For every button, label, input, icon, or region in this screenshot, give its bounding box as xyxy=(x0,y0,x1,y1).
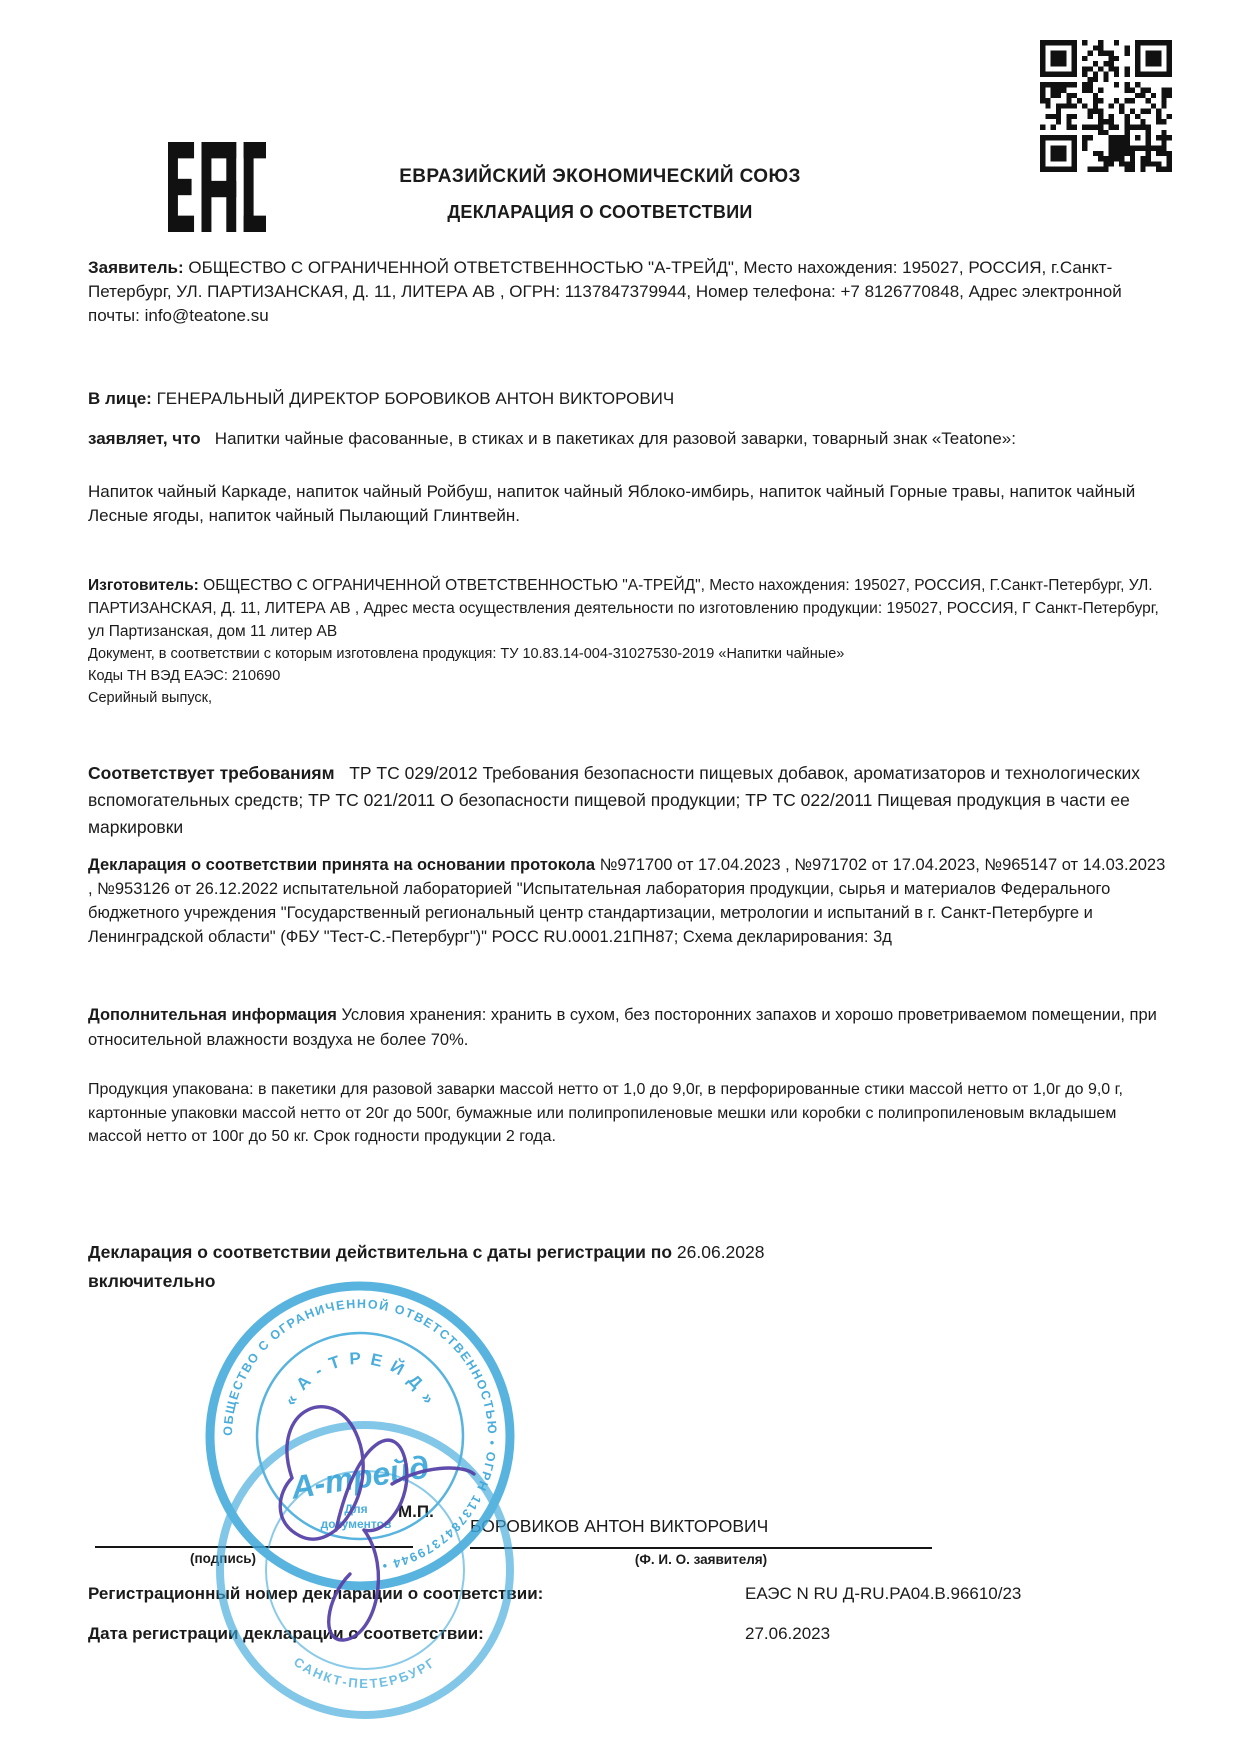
stamp-bottom-arc-text: САНКТ-ПЕТЕРБУРГ xyxy=(291,1654,439,1692)
person-label: В лице: xyxy=(88,389,152,408)
declares-paragraph xyxy=(88,426,1156,452)
union-title: ЕВРАЗИЙСКИЙ ЭКОНОМИЧЕСКИЙ СОЮЗ xyxy=(399,166,801,187)
additional-info-label: Дополнительная информация xyxy=(88,1006,337,1024)
stamp-seal-label: М.П. xyxy=(398,1502,434,1521)
applicant-full-name: БОРОВИКОВ АНТОН ВИКТОРОВИЧ xyxy=(470,1516,769,1536)
declares-text: Напитки чайные фасованные, в стиках и в пакетиках для разовой заварки, товарный знак «Teatone»: xyxy=(214,429,1016,448)
registration-number-value: ЕАЭС N RU Д-RU.РА04.В.96610/23 xyxy=(745,1584,1022,1603)
registration-date-label: Дата регистрации декларации о соответствии: xyxy=(88,1624,484,1643)
signature-caption: (подпись) xyxy=(190,1551,257,1566)
manufacturer-serial-line: Серийный выпуск, xyxy=(88,690,213,706)
basis-text: №971700 от 17.04.2023 , №971702 от 17.04.2023, №965147 от 14.03.2023 , №953126 от 26.12.2022 испытательной лабораторией "Испытательная лаборатория продукции, сырья и материалов Федерального бюджетного учреждения "Государственный региональный центр стандартизации, метрологии и испытаний в г. Санкт-Петербурге и Ленинградской области" (ФБУ "Тест-С.-Петербург")" РОСС RU.0001.21ПН87; Схема декларирования: 3д xyxy=(88,856,1166,946)
validity-date: 26.06.2028 xyxy=(676,1242,765,1262)
handwritten-signature xyxy=(280,1407,474,1640)
packaging-paragraph: Продукция упакована: в пакетики для разовой заварки массой нетто от 1,0 до 9,0г, в перфорированные стики массой нетто от 1,0г до 9,0 г, картонные упаковки массой нетто от 20г до 500г, бумажные или полипропиленовые мешки или коробки с полипропиленовым вкладышем массой нетто от 100г до 50 кг. Срок годности продукции 2 года. xyxy=(88,1081,1123,1145)
svg-text:« А - Т Р Е Й Д » xyxy=(281,1349,440,1409)
basis-paragraph xyxy=(88,853,1166,949)
manufacturer-tnved-line: Коды ТН ВЭД ЕАЭС: 210690 xyxy=(88,668,281,684)
applicant-text: ОБЩЕСТВО С ОГРАНИЧЕННОЙ ОТВЕТСТВЕННОСТЬЮ "А-ТРЕЙД", Место нахождения: 195027, РОССИЯ, г.Санкт-Петербург, УЛ. ПАРТИЗАНСКАЯ, Д. 11, ЛИТЕРА АВ , ОГРН: 1137847379944, Номер телефона: +7 8126770848, Адрес электронной почты: info@teatone.su xyxy=(88,258,1122,325)
signature-underline xyxy=(95,1546,413,1548)
additional-info-paragraph xyxy=(88,1003,1166,1053)
manufacturer-doc-line: Документ, в соответствии с которым изготовлена продукция: ТУ 10.83.14-004-31027530-2019 «Напитки чайные» xyxy=(88,646,845,662)
stamp-sub2-text: документов xyxy=(320,1517,392,1531)
products-paragraph xyxy=(88,480,1156,528)
qr-code xyxy=(1040,40,1172,172)
validity-label: Декларация о соответствии действительна с даты регистрации по xyxy=(88,1242,673,1262)
conformity-paragraph xyxy=(88,760,1160,841)
additional-info-text: Условия хранения: хранить в сухом, без посторонних запахов и хорошо проветриваемом помещении, при относительной влажности воздуха не более 70%. xyxy=(88,1006,1157,1049)
stamp-ring-text: ОБЩЕСТВО С ОГРАНИЧЕННОЙ ОТВЕТСТВЕННОСТЬЮ • ОГРН 1137847379944 • xyxy=(220,1296,500,1574)
validity-paragraph xyxy=(88,1238,1163,1296)
svg-text:ОБЩЕСТВО С ОГРАНИЧЕННОЙ ОТВЕТС xyxy=(221,1297,499,1573)
registration-date-value: 27.06.2023 xyxy=(745,1624,831,1643)
conformity-text: ТР ТС 029/2012 Требования безопасности пищевых добавок, ароматизаторов и технологических вспомогательных средств; ТР ТС 021/2011 О безопасности пищевой продукции; ТР ТС 022/2011 Пищевая продукция в части ее маркировки xyxy=(88,763,1141,837)
manufacturer-paragraph xyxy=(88,574,1166,709)
stamp-script-text: А-трейд xyxy=(288,1448,432,1506)
svg-text:САНКТ-ПЕТЕРБУРГ xyxy=(291,1654,439,1691)
basis-label: Декларация о соответствии принята на основании протокола xyxy=(88,856,596,874)
applicant-label: Заявитель: xyxy=(88,258,184,277)
declares-label: заявляет, что xyxy=(88,429,201,448)
stamp-center-arc-text: « А - Т Р Е Й Д » xyxy=(280,1348,440,1409)
company-stamp xyxy=(140,1268,580,1728)
manufacturer-label: Изготовитель: xyxy=(88,577,199,594)
stamp-sub1-text: Для xyxy=(344,1502,368,1516)
manufacturer-main xyxy=(88,574,1166,643)
products-text: Напиток чайный Каркаде, напиток чайный Ройбуш, напиток чайный Яблоко-имбирь, напиток чайный Горные травы, напиток чайный Лесные ягоды, напиток чайный Пылающий Глинтвейн. xyxy=(88,482,1136,525)
declaration-title: ДЕКЛАРАЦИЯ О СООТВЕТСТВИИ xyxy=(447,202,753,222)
registration-number-label: Регистрационный номер декларации о соответствии: xyxy=(88,1584,544,1603)
applicant-paragraph xyxy=(88,256,1156,328)
fio-caption: (Ф. И. О. заявителя) xyxy=(634,1552,768,1567)
person-text: ГЕНЕРАЛЬНЫЙ ДИРЕКТОР БОРОВИКОВ АНТОН ВИКТОРОВИЧ xyxy=(156,389,675,408)
person-paragraph xyxy=(88,387,1156,411)
conformity-label: Соответствует требованиям xyxy=(88,763,335,783)
document-header xyxy=(85,166,1115,223)
manufacturer-text: ОБЩЕСТВО С ОГРАНИЧЕННОЙ ОТВЕТСТВЕННОСТЬЮ "А-ТРЕЙД", Место нахождения: 195027, РОССИЯ, Г.Санкт-Петербург, УЛ. ПАРТИЗАНСКАЯ, Д. 11, ЛИТЕРА АВ , Адрес места осуществления деятельности по изготовлению продукции: 195027, РОССИЯ, Г Санкт-Петербург, ул Партизанская, дом 11 литер АВ xyxy=(88,577,1159,640)
fio-underline xyxy=(470,1547,932,1549)
validity-suffix: включительно xyxy=(88,1271,216,1291)
